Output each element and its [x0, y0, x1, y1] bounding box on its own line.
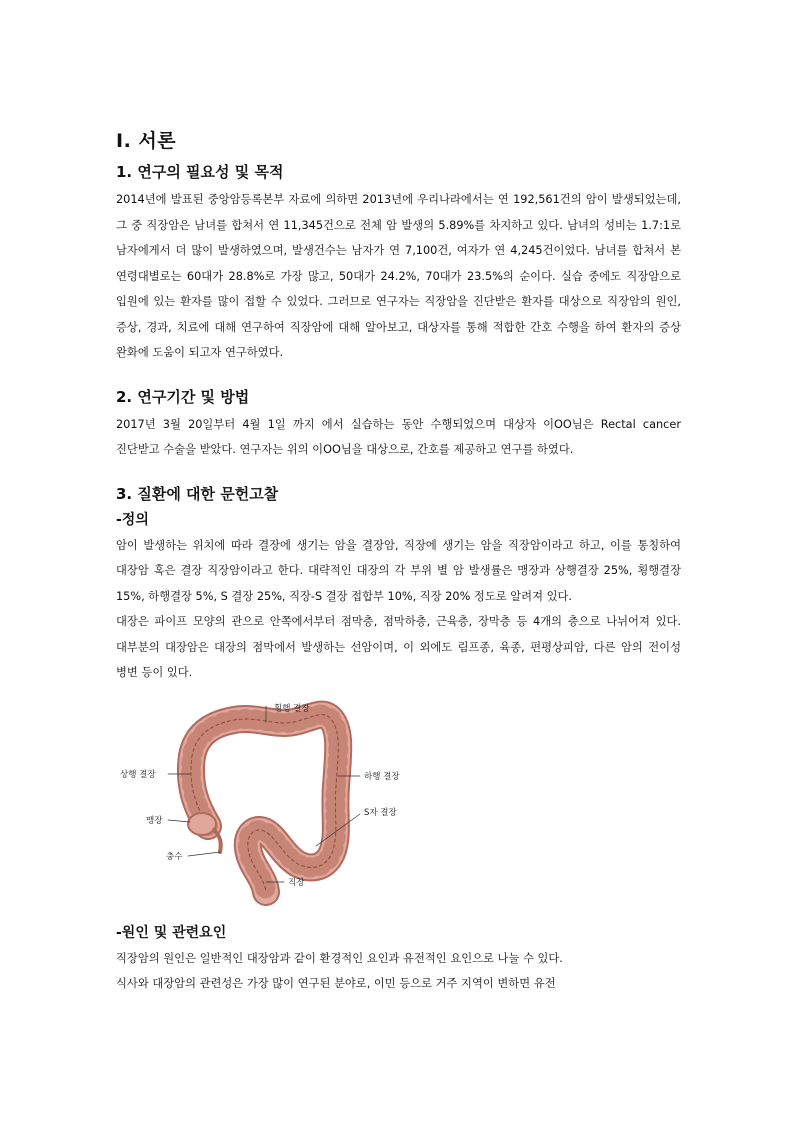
colon-anatomy-figure — [116, 696, 416, 914]
label-sigmoid-colon: S자 결장 — [364, 807, 397, 818]
section-2-title: 2. 연구기간 및 방법 — [116, 387, 250, 406]
causes-subtitle: -원인 및 관련요인 — [116, 924, 227, 941]
section-1-body: 2014년에 발표된 중앙암등록본부 자료에 의하면 2013년에 우리나라에서는 연 192,561건의 암이 발생되었는데, 그 중 직장암은 남녀를 합쳐서 연 11,345건으로 전체 암 발생의 5.89%를 차지하고 있다. 남녀의 성비는 1.7:1로 남자에게서 더 많이 발생하였으며, 발생건수는 남자가 연 7,100건, 여자가 연 4,245건이었다. 남녀를 합쳐서 본 연령대별로는 60대가 28.8%로 가장 많고, 50대가 24.2%, 70대가 23.5%의 순이다. 실습 중에도 직장암으로 입원에 있는 환자를 많이 접할 수 있었다. 그러므로 연구자는 직장암을 진단받은 환자를 대상으로 직장암의 원인, 증상, 경과, 치료에 대해 연구하여 직장암에 대해 알아보고, 대상자를 통해 적합한 간호 수행을 하여 환자의 증상 완화에 도움이 되고자 연구하였다. — [116, 193, 681, 359]
section-1-title: 1. 연구의 필요성 및 목적 — [116, 163, 284, 181]
document-content — [116, 126, 681, 997]
causes-paragraph-2: 식사와 대장암의 관련성은 가장 많이 연구된 분야로, 이민 등으로 거주 지역이 변하면 유전 — [116, 977, 556, 990]
definition-paragraph-1: 암이 발생하는 위치에 따라 결장에 생기는 암을 결장암, 직장에 생기는 암을 직장암이라고 하고, 이를 통칭하여 대장암 혹은 결장 직장암이라고 한다. 대략적인 대장의 각 부위 별 암 발생률은 맹장과 상행결장 25%, 횡행결장 15%, 하행결장 5%, S 결장 25%, 직장-S 결장 접합부 10%, 직장 20% 정도로 알려져 있다. — [116, 538, 681, 603]
colon-illustration — [116, 696, 416, 914]
label-cecum: 맹장 — [146, 815, 163, 826]
section-3-title: 3. 질환에 대한 문헌고찰 — [116, 484, 279, 503]
chapter-title: Ⅰ. 서론 — [116, 130, 177, 152]
label-ascending-colon: 상행 결장 — [120, 769, 156, 780]
causes-paragraph-1: 직장암의 원인은 일반적인 대장암과 같이 환경적인 요인과 유전적인 요인으로 나눌 수 있다. — [116, 951, 563, 965]
label-rectum: 직장 — [288, 877, 305, 888]
label-descending-colon: 하행 결장 — [364, 771, 400, 782]
label-transverse-colon: 횡행 결장 — [274, 703, 310, 714]
definition-subtitle: -정의 — [116, 511, 149, 528]
definition-paragraph-2: 대장은 파이프 모양의 관으로 안쪽에서부터 점막층, 점막하층, 근육층, 장막층 등 4개의 층으로 나뉘어져 있다. 대부분의 대장암은 대장의 점막에서 발생하는 선암이며, 이 외에도 림프종, 육종, 편평상피암, 다른 암의 전이성 병변 등이 있다. — [116, 615, 681, 679]
section-2-body: 2017년 3월 20일부터 4월 1일 까지 에서 실습하는 동안 수행되었으며 대상자 이OO님은 Rectal cancer 진단받고 수술을 받았다. 연구자는 위의 이OO님을 대상으로, 간호를 제공하고 연구를 하였다. — [116, 417, 681, 456]
label-appendix: 충수 — [166, 851, 183, 862]
cecum-shape — [188, 813, 216, 835]
